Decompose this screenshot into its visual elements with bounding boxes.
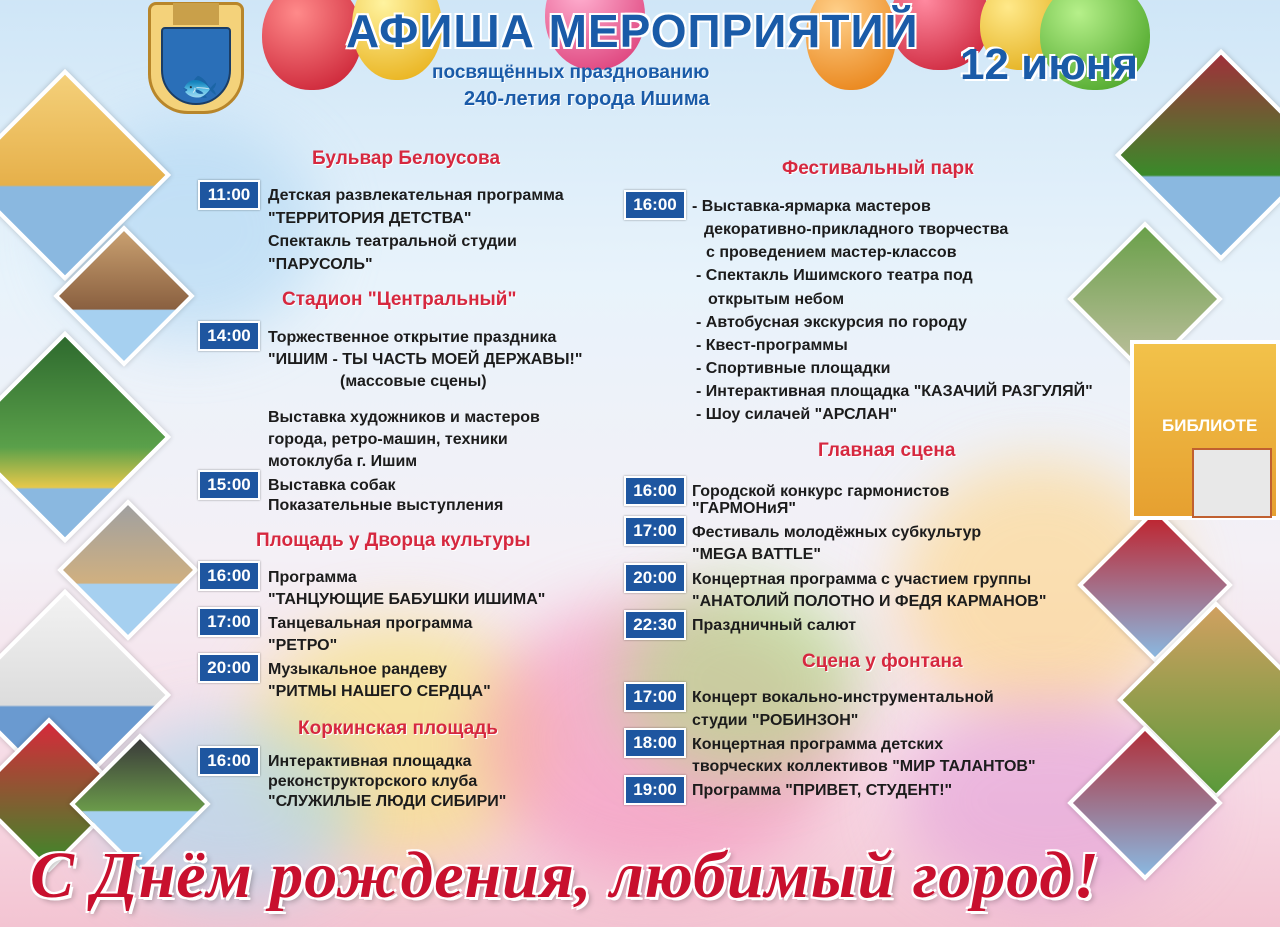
event-text: Выставка собак [268, 477, 396, 494]
event-text: студии "РОБИНЗОН" [692, 712, 859, 729]
event-text: Фестиваль молодёжных субкультур [692, 524, 982, 541]
event-text: Городской конкурс гармонистов [692, 483, 950, 500]
time-badge: 15:00 [198, 470, 260, 500]
event-text: - Автобусная экскурсия по городу [696, 314, 967, 331]
time-badge: 16:00 [624, 190, 686, 220]
event-text: открытым небом [708, 291, 845, 308]
event-text: реконструкторского клуба [268, 773, 478, 790]
time-badge: 14:00 [198, 321, 260, 351]
event-text: "ПАРУСОЛЬ" [268, 256, 373, 273]
event-text: "ГАРМОНиЯ" [692, 500, 796, 517]
venue-festivalny-park: Фестивальный парк [782, 158, 974, 179]
event-date: 12 июня [960, 40, 1139, 89]
time-badge: 17:00 [198, 607, 260, 637]
event-text: города, ретро-машин, техники [268, 431, 508, 448]
library-door [1192, 448, 1272, 518]
poster-title: АФИША МЕРОПРИЯТИЙ [346, 5, 919, 57]
shield-icon [161, 27, 231, 105]
event-text: "АНАТОЛИЙ ПОЛОТНО И ФЕДЯ КАРМАНОВ" [692, 593, 1047, 610]
time-badge: 22:30 [624, 610, 686, 640]
event-text: - Квест-программы [696, 337, 848, 354]
event-text: творческих коллективов "МИР ТАЛАНТОВ" [692, 758, 1036, 775]
poster-subtitle-1: посвящённых празднованию [432, 62, 710, 83]
event-text: Показательные выступления [268, 497, 504, 514]
event-text: Концертная программа детских [692, 736, 944, 753]
venue-bulvar-belousova: Бульвар Белоусова [312, 148, 501, 169]
event-text: "СЛУЖИЛЫЕ ЛЮДИ СИБИРИ" [268, 793, 507, 810]
event-text: Торжественное открытие праздника [268, 329, 557, 346]
coat-of-arms-emblem [148, 2, 244, 114]
event-text: "ИШИМ - ТЫ ЧАСТЬ МОЕЙ ДЕРЖАВЫ!" [268, 351, 583, 368]
venue-stadion-centralny: Стадион "Центральный" [282, 289, 517, 310]
event-text: Программа [268, 569, 357, 586]
event-text: Выставка художников и мастеров [268, 409, 540, 426]
photo-park-trees [0, 331, 171, 543]
event-text: Танцевальная программа [268, 615, 473, 632]
venue-ploshchad-dvorca-kultury: Площадь у Дворца культуры [256, 530, 531, 551]
library-sign: БИБЛИОТЕ [1162, 416, 1258, 435]
time-badge: 18:00 [624, 728, 686, 758]
birthday-greeting: С Днём рождения, любимый город! [30, 839, 1100, 912]
time-badge: 20:00 [198, 653, 260, 683]
event-text: Концертная программа с участием группы [692, 571, 1032, 588]
event-text: Программа "ПРИВЕТ, СТУДЕНТ!" [692, 782, 953, 799]
fish-icon: 🐟 [181, 69, 219, 104]
event-text: "РИТМЫ НАШЕГО СЕРДЦА" [268, 683, 491, 700]
venue-glavnaya-scena: Главная сцена [818, 440, 956, 461]
poster-subtitle-2: 240-летия города Ишима [464, 88, 710, 110]
venue-scena-u-fontana: Сцена у фонтана [802, 651, 963, 672]
event-text: "ТЕРРИТОРИЯ ДЕТСТВА" [268, 210, 472, 227]
event-text: с проведением мастер-классов [706, 244, 957, 261]
event-text: Праздничный салют [692, 617, 857, 634]
time-badge: 17:00 [624, 682, 686, 712]
time-badge: 11:00 [198, 180, 260, 210]
event-text: - Спортивные площадки [696, 360, 891, 377]
time-badge: 16:00 [624, 476, 686, 506]
event-text: - Выставка-ярмарка мастеров [692, 198, 931, 215]
event-text: - Шоу силачей "АРСЛАН" [696, 406, 898, 423]
event-text: мотоклуба г. Ишим [268, 453, 418, 470]
event-text: - Интерактивная площадка "КАЗАЧИЙ РАЗГУЛЯЙ" [696, 383, 1093, 400]
event-text: "MEGA BATTLE" [692, 546, 821, 563]
event-text: (массовые сцены) [340, 373, 487, 390]
event-text: "РЕТРО" [268, 637, 338, 654]
event-text: Детская развлекательная программа [268, 187, 564, 204]
venue-korkinskaya-ploshchad: Коркинская площадь [298, 718, 498, 739]
event-text: декоративно-прикладного творчества [704, 221, 1009, 238]
time-badge: 19:00 [624, 775, 686, 805]
crown-icon [173, 3, 219, 25]
event-text: Спектакль театральной студии [268, 233, 517, 250]
photo-library [1130, 340, 1280, 520]
event-text: "ТАНЦУЮЩИЕ БАБУШКИ ИШИМА" [268, 591, 546, 608]
event-text: Музыкальное рандеву [268, 661, 448, 678]
event-text: Интерактивная площадка [268, 753, 472, 770]
time-badge: 16:00 [198, 746, 260, 776]
time-badge: 20:00 [624, 563, 686, 593]
event-text: Концерт вокально-инструментальной [692, 689, 994, 706]
time-badge: 17:00 [624, 516, 686, 546]
time-badge: 16:00 [198, 561, 260, 591]
event-text: - Спектакль Ишимского театра под [696, 267, 973, 284]
